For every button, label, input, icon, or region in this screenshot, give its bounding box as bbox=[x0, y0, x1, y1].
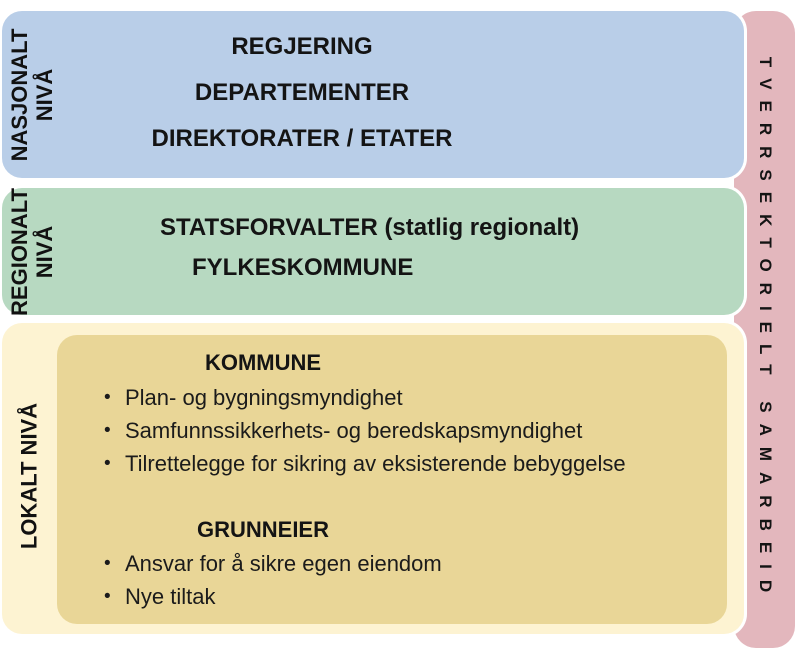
heading-kommune: KOMMUNE bbox=[204, 350, 322, 375]
local-level-inner-box bbox=[57, 335, 727, 624]
bullet-icon: • bbox=[104, 586, 111, 607]
national-level-label-line2: NIVÅ bbox=[32, 68, 57, 121]
regional-level-label-line2: NIVÅ bbox=[32, 225, 57, 278]
kommune-bullet-3: Tilrettelegge for sikring av eksisterende bebyggelse bbox=[125, 451, 626, 476]
list-item bbox=[104, 381, 717, 414]
item-departementer: DEPARTEMENTER bbox=[194, 79, 410, 106]
kommune-bullet-1: Plan- og bygningsmyndighet bbox=[125, 385, 403, 410]
grunneier-bullet-list bbox=[104, 547, 717, 613]
list-item bbox=[104, 547, 717, 580]
bullet-icon: • bbox=[104, 420, 111, 441]
cross-sector-bar-label: TVERRSEKTORIELT SAMARBEID bbox=[755, 56, 775, 603]
item-regjering: REGJERING bbox=[231, 33, 373, 60]
bullet-icon: • bbox=[104, 453, 111, 474]
grunneier-bullet-1: Ansvar for å sikre egen eiendom bbox=[125, 551, 442, 576]
grunneier-bullet-2: Nye tiltak bbox=[125, 584, 216, 609]
local-level-label: LOKALT NIVÅ bbox=[16, 402, 42, 550]
heading-grunneier: GRUNNEIER bbox=[196, 517, 329, 542]
national-level-box bbox=[2, 11, 744, 178]
national-level-label-line1: NASJONALT bbox=[7, 28, 32, 161]
bullet-icon: • bbox=[104, 387, 111, 408]
item-direktorater-etater: DIREKTORATER / ETATER bbox=[151, 125, 453, 152]
regional-level-box bbox=[2, 188, 744, 315]
regional-level-label bbox=[7, 167, 57, 337]
list-item bbox=[104, 447, 717, 480]
local-level-box bbox=[2, 323, 744, 634]
kommune-bullet-2: Samfunnssikkerhets- og beredskapsmyndighet bbox=[125, 418, 583, 443]
list-item bbox=[104, 414, 717, 447]
item-fylkeskommune: FYLKESKOMMUNE bbox=[192, 254, 414, 281]
item-statsforvalter: STATSFORVALTER (statlig regionalt) bbox=[160, 214, 580, 241]
kommune-bullet-list bbox=[104, 381, 717, 480]
regional-level-label-line1: REGIONALT bbox=[7, 187, 32, 316]
list-item bbox=[104, 580, 717, 613]
bullet-icon: • bbox=[104, 553, 111, 574]
